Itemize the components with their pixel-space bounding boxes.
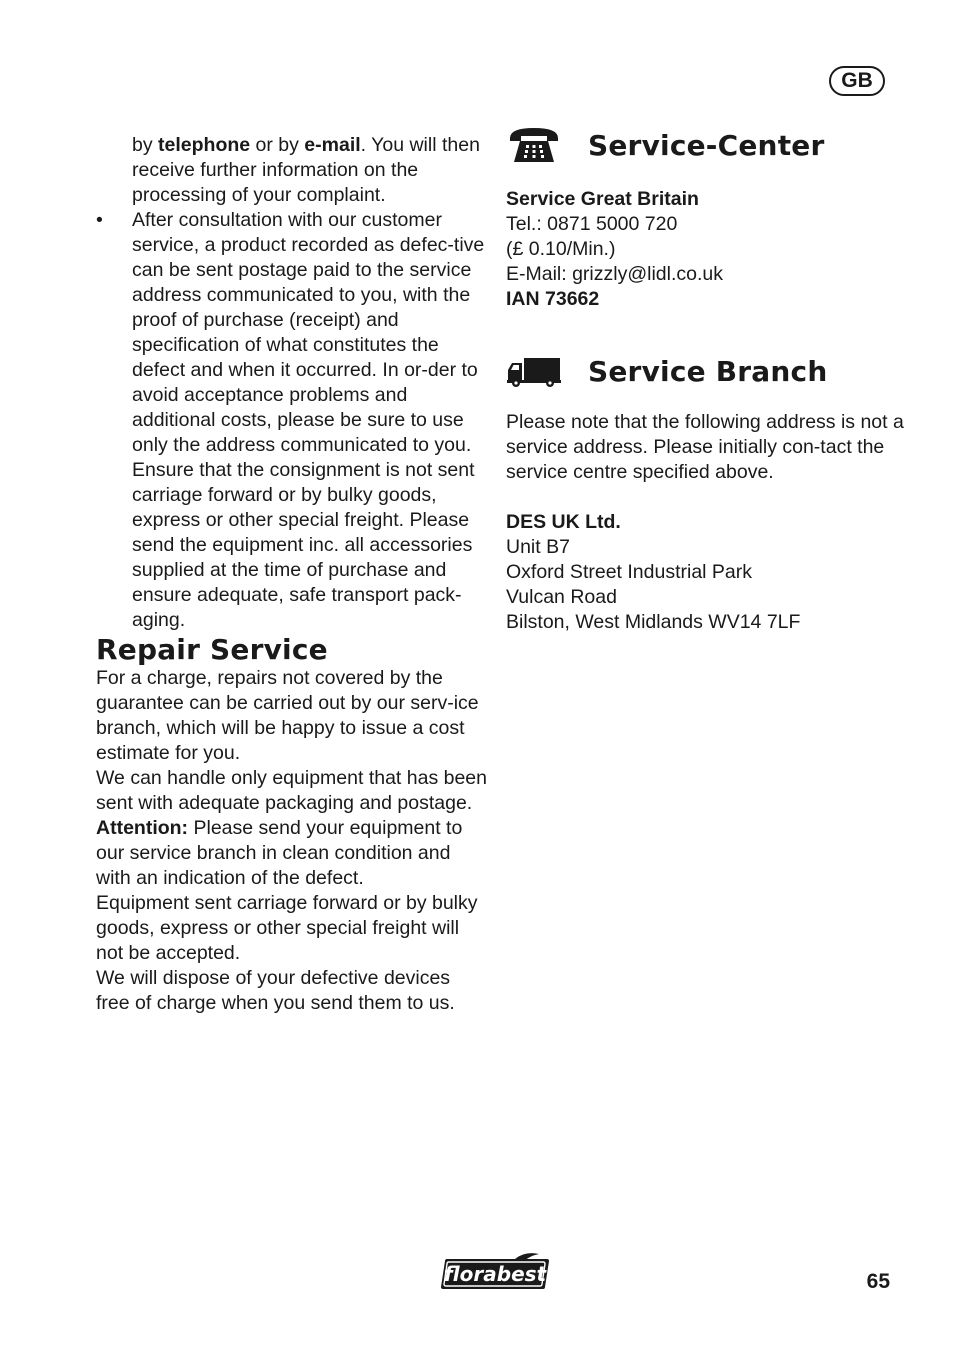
repair-paragraph-1: For a charge, repairs not covered by the guarantee can be carried out by our serv-ice branch, which will be happy to issue a cost estimate for you.	[96, 667, 479, 764]
attention-text: Please send your equipment to our service branch in clean condition and with an indication of the defect.	[96, 817, 463, 889]
left-column	[96, 133, 488, 1016]
service-country-label: Service Great Britain	[506, 188, 699, 210]
repair-paragraph-4: Equipment sent carriage forward or by bulky goods, express or other special freight will not be accepted.	[96, 892, 478, 964]
branch-address-line-4: Bilston, West Midlands WV14 7LF	[506, 611, 801, 633]
repair-paragraph-2: We can handle only equipment that has been sent with adequate packaging and postage.	[96, 767, 487, 814]
repair-attention	[96, 816, 488, 891]
bullet-symbol: •	[96, 209, 103, 231]
bullet-item	[96, 208, 488, 633]
branch-company-label: DES UK Ltd.	[506, 511, 621, 533]
complaint-intro	[96, 133, 488, 208]
service-country	[506, 187, 906, 212]
service-telephone: Tel.: 0871 5000 720	[506, 213, 678, 235]
telephone-icon	[506, 125, 562, 165]
branch-company	[506, 510, 906, 535]
service-ian-label: IAN 73662	[506, 288, 600, 310]
branch-address-line-3: Vulcan Road	[506, 586, 617, 608]
attention-label: Attention:	[96, 817, 189, 839]
intro-telephone: telephone	[158, 134, 251, 156]
service-branch-heading: Service Branch	[588, 354, 828, 388]
intro-email: e-mail	[304, 134, 361, 156]
intro-post: . You will then receive further information on the processing of your complaint.	[132, 134, 480, 206]
logo-text: florabest	[443, 1262, 547, 1286]
service-ian	[506, 287, 906, 312]
bullet-text: After consultation with our customer service, a product recorded as defec-tive can be sent postage paid to the service address communicated to you, with the proof of purchase (receipt) and specification of what constitutes the defect and when it occurred. In or-der to avoid acceptance problems and additional costs, please be sure to use only the address communicated to you. Ensure that the consignment is not sent carriage forward or by bulky goods, express or other special freight. Please send the equipment inc. all accessories supplied at the time of purchase and ensure adequate, safe transport pack-aging.	[132, 209, 485, 631]
page-number: 65	[866, 1270, 890, 1293]
intro-pre: by	[132, 134, 159, 156]
service-center-heading: Service-Center	[588, 128, 825, 162]
service-email: E-Mail: grizzly@lidl.co.uk	[506, 263, 724, 285]
service-branch-note: Please note that the following address is not a service address. Please initially con-tact the service centre specified above.	[506, 411, 904, 483]
truck-icon	[506, 354, 562, 388]
intro-mid: or by	[250, 134, 305, 156]
service-center-header	[506, 125, 906, 165]
country-badge: GB	[829, 66, 885, 96]
service-rate: (£ 0.10/Min.)	[506, 238, 616, 260]
branch-address-line-1: Unit B7	[506, 536, 570, 558]
service-branch-header	[506, 354, 906, 388]
branch-address-line-2: Oxford Street Industrial Park	[506, 561, 753, 583]
florabest-logo	[439, 1252, 551, 1290]
repair-paragraph-5: We will dispose of your defective devices free of charge when you send them to us.	[96, 967, 455, 1014]
repair-service-heading: Repair Service	[96, 633, 328, 666]
right-column	[506, 125, 906, 635]
